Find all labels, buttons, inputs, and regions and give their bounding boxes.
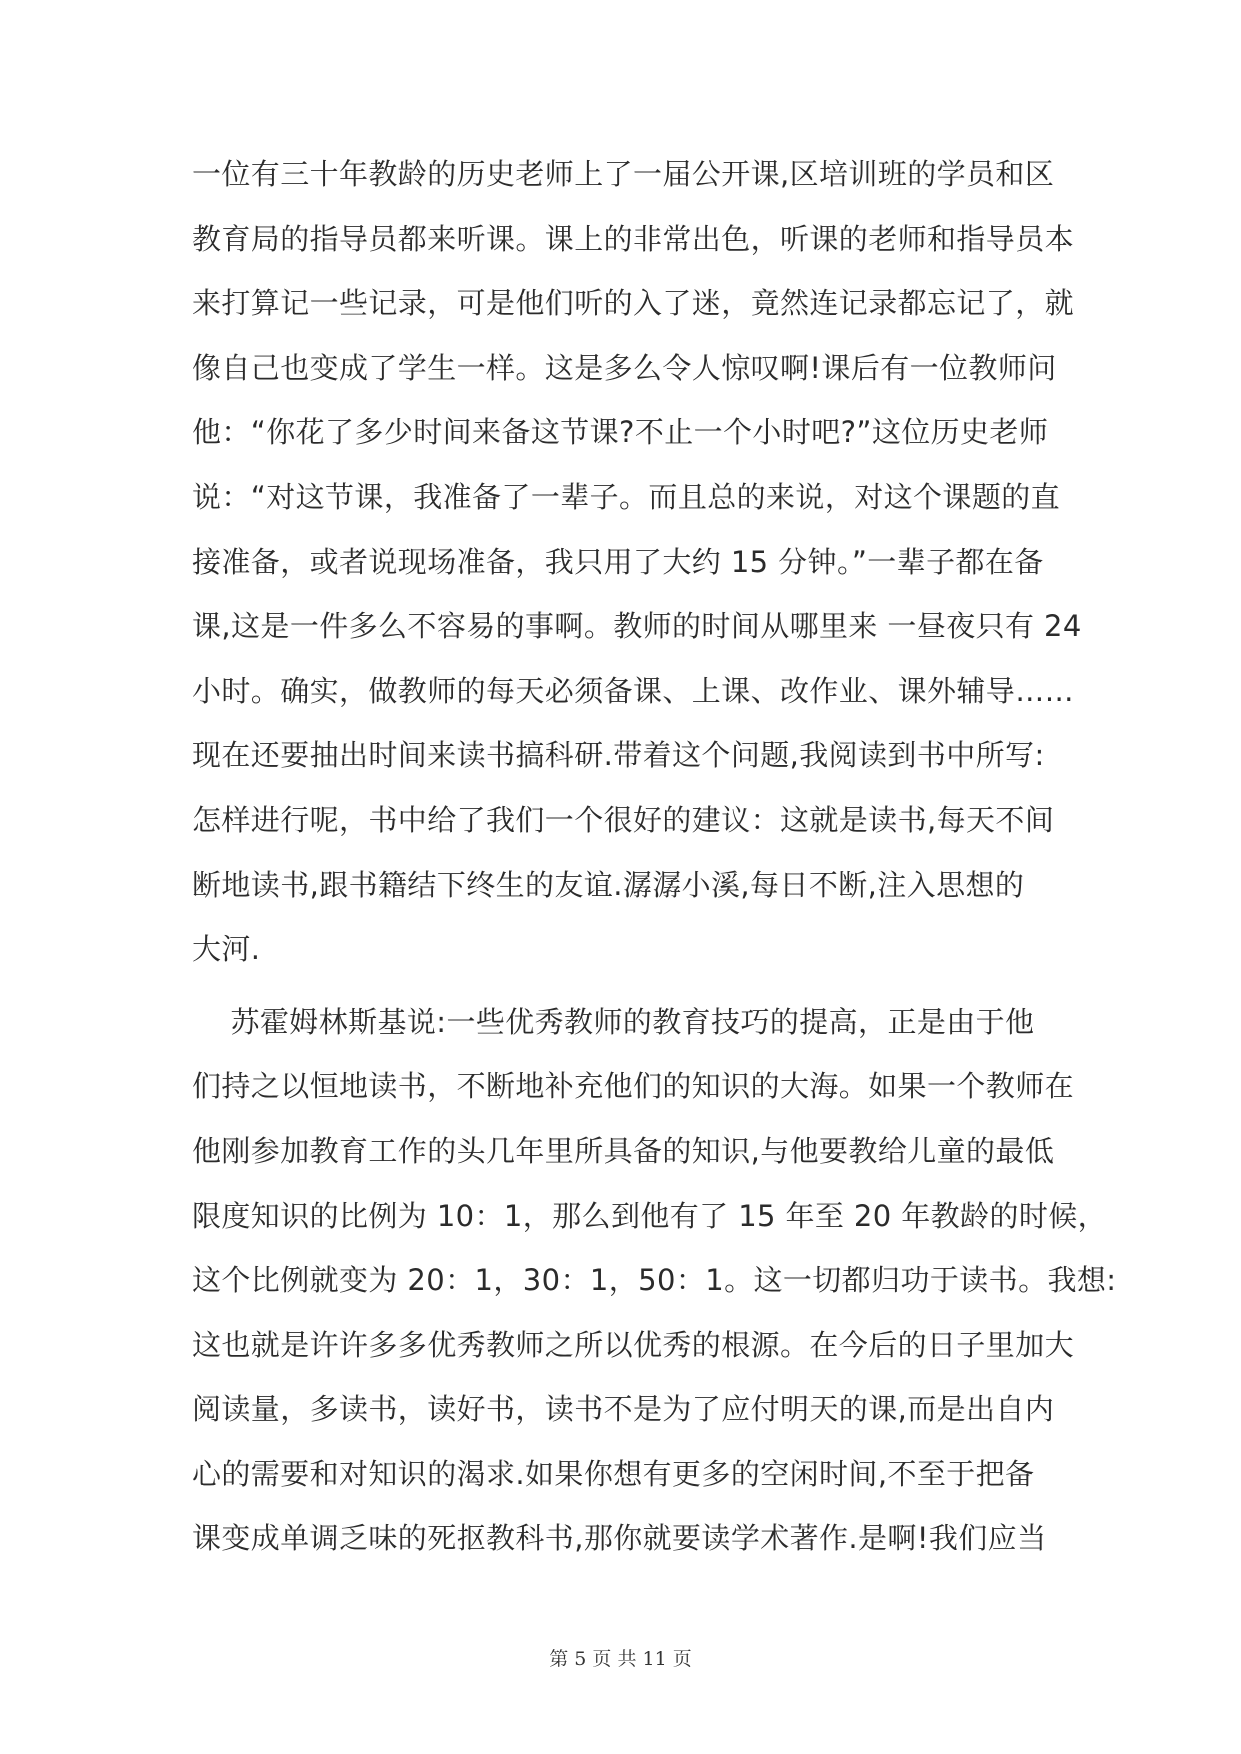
text-line: 一位有三十年教龄的历史老师上了一届公开课,区培训班的学员和区 [192,157,1055,191]
page-footer [0,1644,1241,1671]
body-text [192,142,1117,1571]
text-line: 他刚参加教育工作的头几年里所具备的知识,与他要教给儿童的最低 [192,1133,1055,1168]
text-line: 课变成单调乏味的死抠教科书,那你就要读学术著作.是啊!我们应当 [192,1521,1047,1556]
text-line: 心的需要和对知识的渴求.如果你想有更多的空闲时间,不至于把备 [192,1456,1035,1491]
text-line: 像自己也变成了学生一样。这是多么令人惊叹啊!课后有一位教师问 [192,350,1057,385]
text-line: 这个比例就变为 20：1，30：1，50：1。这一切都归功于读书。我想: [192,1263,1117,1298]
text-line: 现在还要抽出时间来读书搞科研.带着这个问题,我阅读到书中所写: [192,738,1045,773]
text-line: 来打算记一些记录，可是他们听的入了迷，竟然连记录都忘记了，就 [192,286,1075,321]
text-line: 苏霍姆林斯基说:一些优秀教师的教育技巧的提高，正是由于他 [192,1004,1035,1039]
text-line: 课,这是一件多么不容易的事啊。教师的时间从哪里来 一昼夜只有 24 [192,609,1082,644]
page-number: 第 5 页 共 11 页 [549,1648,692,1670]
text-line: 怎样进行呢，书中给了我们一个很好的建议：这就是读书,每天不间 [192,802,1055,837]
text-line: 这也就是许许多多优秀教师之所以优秀的根源。在今后的日子里加大 [192,1327,1075,1362]
text-line: 阅读量，多读书，读好书，读书不是为了应付明天的课,而是出自内 [192,1392,1055,1427]
text-line: 大河. [192,932,261,967]
text-line: 限度知识的比例为 10：1，那么到他有了 15 年至 20 年教龄的时候， [192,1198,1108,1233]
text-line: 教育局的指导员都来听课。课上的非常出色，听课的老师和指导员本 [192,221,1075,256]
paragraph-2 [192,990,1117,1571]
text-line: 接准备，或者说现场准备，我只用了大约 15 分钟。”一辈子都在备 [192,544,1044,579]
paragraph-1 [192,142,1082,982]
text-line: 小时。确实，做教师的每天必须备课、上课、改作业、课外辅导…… [192,673,1075,708]
text-line: 断地读书,跟书籍结下终生的友谊.潺潺小溪,每日不断,注入思想的 [192,867,1025,902]
text-line: 他：“你花了多少时间来备这节课?不止一个小时吧?”这位历史老师 [192,415,1049,450]
text-line: 们持之以恒地读书，不断地补充他们的知识的大海。如果一个教师在 [192,1069,1075,1104]
text-line: 说：“对这节课，我准备了一辈子。而且总的来说，对这个课题的直 [192,479,1061,514]
